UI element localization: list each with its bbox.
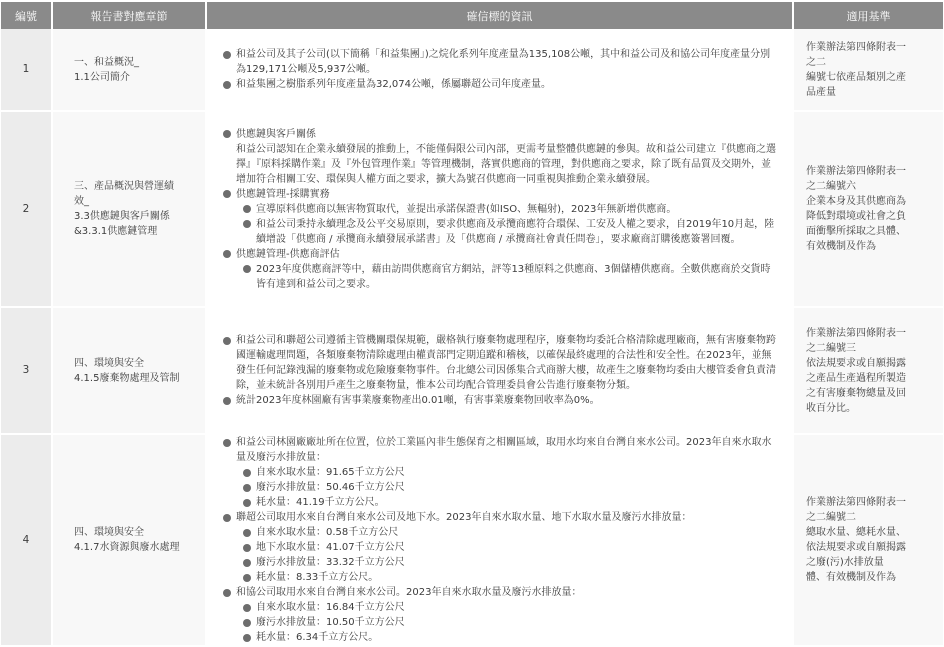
bullet-item: 聯超公司取用水來自台灣自來水公司及地下水。2023年自來水取水量、地下水取水量及廢污水排放量： — [223, 510, 778, 525]
header-section: 報告書對應章節 — [52, 2, 206, 29]
sub-bullet-item: 2023年度供應商評等中，藉由訪問供應商官方網站，評等13種原料之供應商、3個儲槽供應商。全數供應商於交貨時皆有達到和益公司之要求。 — [243, 262, 778, 292]
bullet-item: 統計2023年度林園廠有害事業廢棄物產出0.01噸，有害事業廢棄物回收率為0%。 — [223, 393, 778, 408]
report-section: 四、環境與安全 4.1.7水資源與廢水處理 — [52, 434, 206, 646]
report-section: 三、產品概況與營運績 效_ 3.3供應鏈與客戶關係 &3.3.1供應鏈管理 — [52, 111, 206, 307]
bullet-item: 和益集團之樹脂系列年度產量為32,074公噸，係屬聯超公司年度產量。 — [223, 77, 778, 92]
assured-info — [206, 111, 793, 307]
sub-bullet-item: 和益公司秉持永續理念及公平交易原則，要求供應商及承攬商應符合環保、工安及人權之要求，自2019年10月起，陸續增設「供應商 / 承攬商永續發展承諾書」及「供應商 / 承攬商社會責任問卷」，要求廠商訂購後應簽署回覆。 — [243, 217, 778, 247]
header-info: 確信標的資訊 — [206, 2, 793, 29]
row-number: 3 — [1, 307, 52, 434]
report-section: 四、環境與安全 4.1.5廢棄物處理及管制 — [52, 307, 206, 434]
sub-bullet-item: 地下水取水量：41.07千立方公尺 — [243, 540, 515, 555]
header-no: 編號 — [1, 2, 52, 29]
applicable-standard: 作業辦法第四條附表一 之二 編號七依產品類別之產 品產量 — [793, 29, 943, 111]
sub-bullet-item: 宣導原料供應商以無害物質取代，並提出承諾保證書(如ISO、無輻射)，2023年無新增供應商。 — [243, 202, 778, 217]
table-header — [1, 2, 943, 29]
assured-info — [206, 29, 793, 111]
bullet-item: 和益公司及其子公司(以下簡稱「和益集團」)之烷化系列年度產量為135,108公噸，其中和益公司及和協公司年度產量分別為129,171公噸及5,937公噸。 — [223, 47, 778, 77]
applicable-standard: 作業辦法第四條附表一 之二編號三 依法規要求或自願揭露 之產品生產過程所製造 之有害廢棄物總量及回 收百分比。 — [793, 307, 943, 434]
sub-bullet-item: 廢污水排放量：50.46千立方公尺 — [243, 480, 515, 495]
report-section: 一、和益概況_ 1.1公司簡介 — [52, 29, 206, 111]
assured-info — [206, 307, 793, 434]
sub-bullet-item: 廢污水排放量：33.32千立方公尺 — [243, 555, 529, 570]
bullet-item: 和益公司和聯超公司遵循主管機關環保規範，嚴格執行廢棄物處理程序，廢棄物均委託合格清除處理廠商，無有害廢棄物跨國運輸處理問題，各類廢棄物清除處理由權責部門定期追蹤和稽核，以確保最終處理的合法性和安全性。在2023年，並無發生任何記錄洩漏的廢棄物或危險廢棄物事件。台北總公司因係集合式商辦大樓，故產生之廢棄物均委由大樓管委會負責清除，並未統計各別用戶產生之廢棄物量，惟本公司均配合管理委員會公告進行廢棄物分類。 — [223, 333, 778, 393]
table-row — [1, 29, 943, 111]
assurance-table — [1, 2, 943, 647]
sub-bullet-item: 自來水取水量：0.58千立方公尺 — [243, 525, 529, 540]
row-number: 1 — [1, 29, 52, 111]
bullet-item: 和益公司林園廠廠址所在位置，位於工業區內非生態保育之相關區域，取用水均來自台灣自來水公司。2023年自來水取水量及廢污水排放量： — [223, 435, 778, 465]
row-number: 2 — [1, 111, 52, 307]
bullet-item: 供應鏈與客戶關係 — [223, 127, 778, 142]
applicable-standard: 作業辦法第四條附表一 之二編號六 企業本身及其供應商為 降低對環境或社會之負 面衝擊所採取之具體、 有效機制及作為 — [793, 111, 943, 307]
sub-bullet-item: 耗水量：6.34千立方公尺。 — [243, 630, 529, 645]
bullet-item: 供應鏈管理-供應商評估 — [223, 247, 778, 262]
paragraph: 和益公司認知在企業永續發展的推動上，不能僅侷限公司內部，更需考量整體供應鏈的參與。故和益公司建立『供應商之選擇』『原料採購作業』及『外包管理作業』等管理機制，落實供應商的管理，對供應商之要求，除了既有品質及交期外，並增加符合相關工安、環保與人權方面之要求，擴大為號召供應商一同重視與推動企業永續發展。 — [236, 143, 776, 185]
sub-bullet-item: 自來水取水量：91.65千立方公尺 — [243, 465, 529, 480]
sub-bullet-item: 自來水取水量：16.84千立方公尺 — [243, 600, 529, 615]
table-row — [1, 111, 943, 307]
row-number: 4 — [1, 434, 52, 646]
bullet-item: 和協公司取用水來自台灣自來水公司。2023年自來水取水量及廢污水排放量： — [223, 585, 778, 600]
assured-info — [206, 434, 793, 646]
table-row — [1, 434, 943, 646]
sub-bullet-item: 廢污水排放量：10.50千立方公尺 — [243, 615, 515, 630]
sub-bullet-item: 耗水量：8.33千立方公尺。 — [243, 570, 515, 585]
applicable-standard: 作業辦法第四條附表一 之二編號二 總取水量、總耗水量、 依法規要求或自願揭露 之廢(污)水排放量 體、有效機制及作為 — [793, 434, 943, 646]
header-standard: 適用基準 — [793, 2, 943, 29]
sub-bullet-item: 耗水量：41.19千立方公尺。 — [243, 495, 529, 510]
table-row — [1, 307, 943, 434]
bullet-item: 供應鏈管理-採購實務 — [223, 187, 778, 202]
